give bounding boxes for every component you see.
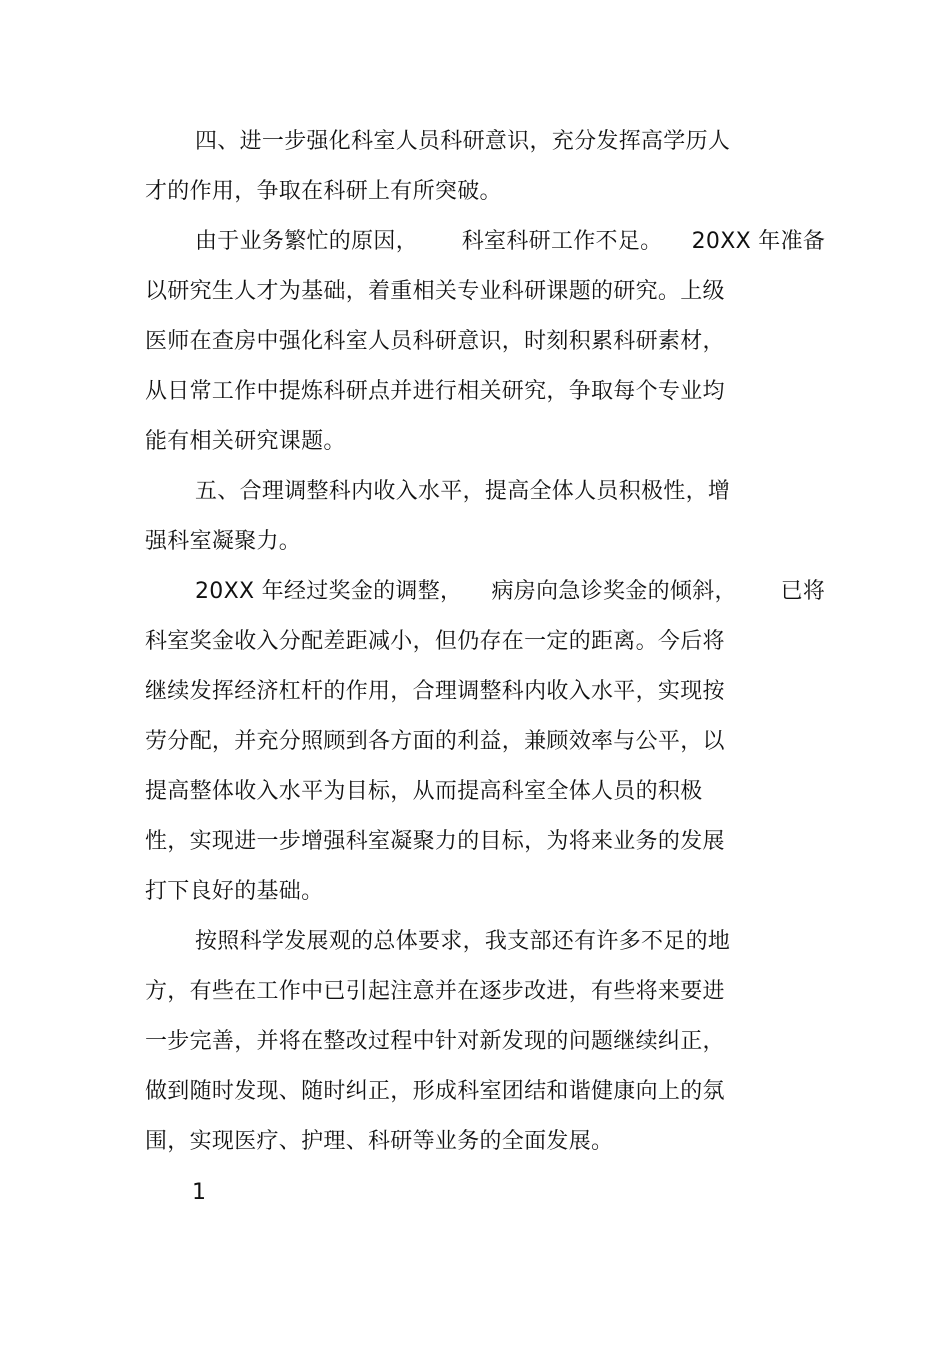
- paragraph-1-line-2: 才的作用，争取在科研上有所突破。: [145, 179, 502, 204]
- paragraph-3-line-1: 五、合理调整科内收入水平，提高全体人员积极性，增: [195, 479, 731, 504]
- paragraph-2-line-5: 能有相关研究课题。: [145, 429, 346, 454]
- paragraph-5-line-5: 围，实现医疗、护理、科研等业务的全面发展。: [145, 1129, 614, 1154]
- page-number: 1: [192, 1180, 206, 1205]
- paragraph-2-line-1: 由于业务繁忙的原因， 科室科研工作不足。 20XX 年准备: [195, 229, 826, 254]
- paragraph-4-line-3: 继续发挥经济杠杆的作用，合理调整科内收入水平，实现按: [145, 679, 725, 704]
- paragraph-3-line-2: 强科室凝聚力。: [145, 529, 302, 554]
- paragraph-4-line-5: 提高整体收入水平为目标，从而提高科室全体人员的积极: [145, 779, 703, 804]
- paragraph-2-line-3: 医师在查房中强化科室人员科研意识，时刻积累科研素材，: [145, 329, 725, 354]
- paragraph-2-line-4: 从日常工作中提炼科研点并进行相关研究，争取每个专业均: [145, 379, 725, 404]
- paragraph-5-line-2: 方，有些在工作中已引起注意并在逐步改进，有些将来要进: [145, 979, 725, 1004]
- paragraph-5-line-3: 一步完善，并将在整改过程中针对新发现的问题继续纠正，: [145, 1029, 725, 1054]
- paragraph-4-line-7: 打下良好的基础。: [145, 879, 324, 904]
- paragraph-2-line-2: 以研究生人才为基础，着重相关专业科研课题的研究。上级: [145, 279, 725, 304]
- paragraph-4-line-6: 性，实现进一步增强科室凝聚力的目标，为将来业务的发展: [145, 829, 725, 854]
- paragraph-5-line-1: 按照科学发展观的总体要求，我支部还有许多不足的地: [195, 929, 731, 954]
- paragraph-4-line-1: 20XX 年经过奖金的调整， 病房向急诊奖金的倾斜， 已将: [195, 579, 826, 604]
- paragraph-4-line-2: 科室奖金收入分配差距减小，但仍存在一定的距离。今后将: [145, 629, 725, 654]
- paragraph-5-line-4: 做到随时发现、随时纠正，形成科室团结和谐健康向上的氛: [145, 1079, 725, 1104]
- paragraph-4-line-4: 劳分配，并充分照顾到各方面的利益，兼顾效率与公平，以: [145, 729, 725, 754]
- paragraph-1-line-1: 四、进一步强化科室人员科研意识，充分发挥高学历人: [195, 129, 731, 154]
